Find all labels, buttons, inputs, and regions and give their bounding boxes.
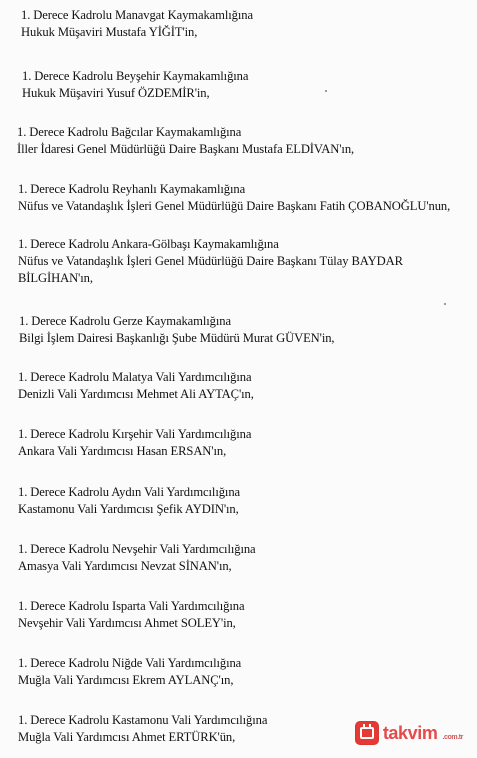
entry-position-line: 1. Derece Kadrolu Malatya Vali Yardımcılığına [18,370,252,384]
watermark-suffix: .com.tr [442,733,463,741]
scan-dot [444,303,446,305]
appointment-entry [18,181,477,215]
appointment-entry [17,124,477,158]
entry-position-line: 1. Derece Kadrolu Kırşehir Vali Yardımcılığına [18,427,252,441]
appointment-entry [18,484,477,518]
entry-position-line: 1. Derece Kadrolu Manavgat Kaymakamlığına [21,8,253,22]
takvim-watermark [355,721,463,745]
entry-position-line: 1. Derece Kadrolu Nevşehir Vali Yardımcılığına [18,542,256,556]
entry-position-line: 1. Derece Kadrolu Niğde Vali Yardımcılığına [18,656,242,670]
appointment-entry [18,655,477,689]
entry-person-line: Hukuk Müşaviri Mustafa YİĞİT'in, [21,25,198,39]
appointment-entry [18,541,477,575]
entry-position-line: 1. Derece Kadrolu Ankara-Gölbaşı Kaymakamlığına [18,237,279,251]
entry-person-line: Nüfus ve Vatandaşlık İşleri Genel Müdürlüğü Daire Başkanı Fatih ÇOBANOĞLU'nun, [18,199,451,213]
entry-person-line: Kastamonu Vali Yardımcısı Şefik AYDIN'ın, [18,502,239,516]
entry-person-line: Muğla Vali Yardımcısı Ahmet ERTÜRK'ün, [18,730,236,744]
watermark-brand: takvim [382,722,438,743]
appointment-entry [18,598,477,632]
entry-position-line: 1. Derece Kadrolu Kastamonu Vali Yardımcılığına [18,713,268,727]
entry-person-line: Ankara Vali Yardımcısı Hasan ERSAN'ın, [18,444,227,458]
entry-position-line: 1. Derece Kadrolu Gerze Kaymakamlığına [19,314,231,328]
appointment-entry [21,7,477,41]
entry-person-line: İller İdaresi Genel Müdürlüğü Daire Başkanı Mustafa ELDİVAN'ın, [17,142,355,156]
entry-person-line: Muğla Vali Yardımcısı Ekrem AYLANÇ'ın, [18,673,234,687]
entry-position-line: 1. Derece Kadrolu Reyhanlı Kaymakamlığına [18,182,246,196]
entry-person-line: Denizli Vali Yardımcısı Mehmet Ali AYTAÇ'ın, [18,387,254,401]
calendar-icon [355,721,379,745]
entry-person-line: Amasya Vali Yardımcısı Nevzat SİNAN'ın, [18,559,232,573]
entry-person-line-continued: BİLGİHAN'ın, [18,271,93,285]
appointment-entry [18,369,477,403]
entry-position-line: 1. Derece Kadrolu Beyşehir Kaymakamlığına [22,69,249,83]
entry-person-line: Nüfus ve Vatandaşlık İşleri Genel Müdürlüğü Daire Başkanı Tülay BAYDAR [18,254,403,268]
appointment-entry [18,236,477,287]
entry-person-line: Nevşehir Vali Yardımcısı Ahmet SOLEY'in, [18,616,236,630]
entry-position-line: 1. Derece Kadrolu Isparta Vali Yardımcılığına [18,599,245,613]
entry-position-line: 1. Derece Kadrolu Aydın Vali Yardımcılığına [18,485,241,499]
entry-person-line: Hukuk Müşaviri Yusuf ÖZDEMİR'in, [22,86,210,100]
appointment-entry [18,426,477,460]
appointment-entry [19,313,477,347]
entry-person-line: Bilgi İşlem Dairesi Başkanlığı Şube Müdürü Murat GÜVEN'in, [19,331,335,345]
appointment-entry [22,68,477,102]
entry-position-line: 1. Derece Kadrolu Bağcılar Kaymakamlığına [17,125,242,139]
